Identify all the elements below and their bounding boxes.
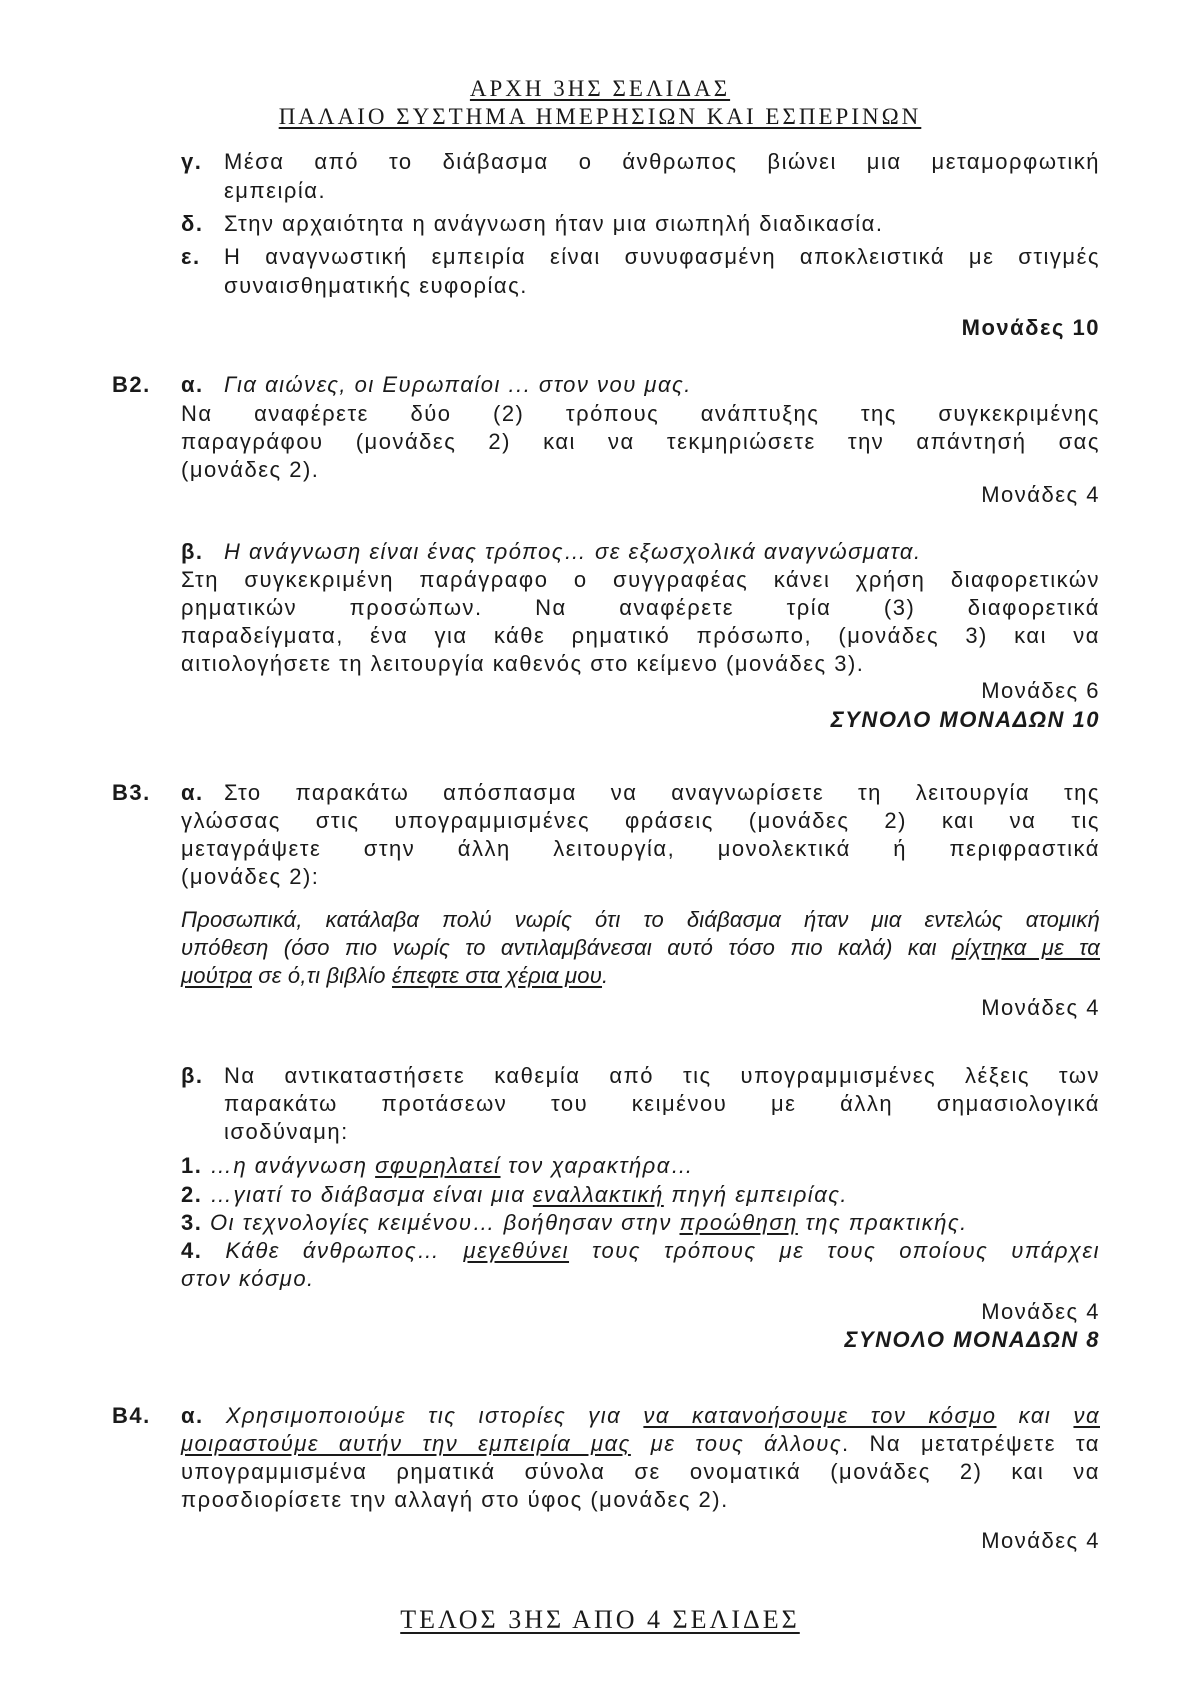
b3-excerpt-line3: μούτρα σε ό,τι βιβλίο έπεφτε στα χέρια μου.: [181, 963, 609, 988]
b3-a-points: Μονάδες 4: [981, 995, 1100, 1020]
question-label-b2: Β2.: [112, 372, 151, 397]
b2-a-points: Μονάδες 4: [981, 482, 1100, 507]
b2-b-quote: Η ανάγνωση είναι ένας τρόπος… σε εξωσχολικά αναγνώσματα.: [224, 539, 922, 564]
b4-a-line2: μοιραστούμε αυτήν την εμπειρία μας με τους άλλους. Να μετατρέψετε τα: [181, 1431, 1100, 1456]
item-g-line1: Μέσα από το διάβασμα ο άνθρωπος βιώνει μια μεταμορφωτική: [224, 149, 1100, 174]
b3-list-item-3: 3. Οι τεχνολογίες κειμένου… βοήθησαν στην προώθηση της πρακτικής.: [181, 1210, 968, 1235]
b3-a-line3: μεταγράψετε στην άλλη λειτουργία, μονολεκτικά ή περιφραστικά: [181, 836, 1100, 861]
b3-b-marker: β.: [181, 1063, 204, 1088]
b3-list-item-4: 4. Κάθε άνθρωπος… μεγεθύνει τους τρόπους με τους οποίους υπάρχει: [181, 1238, 1100, 1263]
b2-a-line1: Να αναφέρετε δύο (2) τρόπους ανάπτυξης της συγκεκριμένης: [181, 401, 1100, 426]
item-marker-e: ε.: [181, 244, 201, 269]
item-e-line2: συναισθηματικής ευφορίας.: [224, 273, 528, 298]
b3-total: ΣΥΝΟΛΟ ΜΟΝΑΔΩΝ 8: [844, 1327, 1100, 1352]
item-marker-g: γ.: [181, 149, 203, 174]
b2-b-line1: Στη συγκεκριμένη παράγραφο ο συγγραφέας κάνει χρήση διαφορετικών: [181, 567, 1100, 592]
b3-b-line1: Να αντικαταστήσετε καθεμία από τις υπογραμμισμένες λέξεις των: [224, 1063, 1100, 1088]
b4-a-line1: α. Χρησιμοποιούμε τις ιστορίες για να κατανοήσουμε τον κόσμο και να: [181, 1403, 1100, 1428]
b3-excerpt-line1: Προσωπικά, κατάλαβα πολύ νωρίς ότι το διάβασμα ήταν μια εντελώς ατομική: [181, 907, 1100, 932]
b2-total: ΣΥΝΟΛΟ ΜΟΝΑΔΩΝ 10: [830, 707, 1100, 732]
item-d-text: Στην αρχαιότητα η ανάγνωση ήταν μια σιωπηλή διαδικασία.: [224, 211, 884, 236]
page-header-line1: ΑΡΧΗ 3ΗΣ ΣΕΛΙΔΑΣ: [469, 76, 731, 101]
b4-a-line3: υπογραμμισμένα ρηματικά σύνολα σε ονοματικά (μονάδες 2) και να: [181, 1459, 1100, 1484]
question-label-b4: Β4.: [112, 1403, 151, 1428]
b3-b-points: Μονάδες 4: [981, 1299, 1100, 1324]
b4-points: Μονάδες 4: [981, 1528, 1100, 1553]
b3-list-item-1: 1. …η ανάγνωση σφυρηλατεί τον χαρακτήρα…: [181, 1153, 695, 1178]
b2-a-quote: Για αιώνες, οι Ευρωπαίοι ... στον νου μας.: [224, 372, 692, 397]
b3-a-marker: α.: [181, 780, 204, 805]
b2-b-line2: ρηματικών προσώπων. Να αναφέρετε τρία (3) διαφορετικά: [181, 595, 1100, 620]
b3-list-item-2: 2. …γιατί το διάβασμα είναι μια εναλλακτική πηγή εμπειρίας.: [181, 1182, 849, 1207]
b2-b-line4: αιτιολογήσετε τη λειτουργία καθενός στο κείμενο (μονάδες 3).: [181, 651, 865, 676]
item-g-line2: εμπειρία.: [224, 178, 327, 203]
question-label-b3: Β3.: [112, 780, 151, 805]
b3-a-line2: γλώσσας στις υπογραμμισμένες φράσεις (μονάδες 2) και να τις: [181, 808, 1100, 833]
b2-b-line3: παραδείγματα, ένα για κάθε ρηματικό πρόσωπο, (μονάδες 3) και να: [181, 623, 1100, 648]
b3-a-line4: (μονάδες 2):: [181, 864, 320, 889]
b3-b-line3: ισοδύναμη:: [224, 1119, 349, 1144]
b4-a-line4: προσδιορίσετε την αλλαγή στο ύφος (μονάδες 2).: [181, 1487, 729, 1512]
b2-a-marker: α.: [181, 372, 204, 397]
page-footer: ΤΕΛΟΣ 3ΗΣ ΑΠΟ 4 ΣΕΛΙΔΕΣ: [400, 1605, 800, 1634]
b3-a-line1: Στο παρακάτω απόσπασμα να αναγνωρίσετε τη λειτουργία της: [224, 780, 1100, 805]
b3-b-line2: παρακάτω προτάσεων του κειμένου με άλλη σημασιολογικά: [224, 1091, 1100, 1116]
b2-a-line3: (μονάδες 2).: [181, 457, 320, 482]
b3-list-item-4-line2: στον κόσμο.: [181, 1266, 315, 1291]
b2-b-marker: β.: [181, 539, 204, 564]
b2-b-points: Μονάδες 6: [981, 678, 1100, 703]
b3-excerpt-line2: υπόθεση (όσο πιο νωρίς το αντιλαμβάνεσαι αυτό τόσο πιο καλά) και ρίχτηκα με τα: [181, 935, 1100, 960]
page-header-line2: ΠΑΛΑΙΟ ΣΥΣΤΗΜΑ ΗΜΕΡΗΣΙΩΝ ΚΑΙ ΕΣΠΕΡΙΝΩΝ: [278, 104, 922, 129]
item-e-line1: Η αναγνωστική εμπειρία είναι συνυφασμένη αποκλειστικά με στιγμές: [224, 244, 1100, 269]
b1-points: Μονάδες 10: [961, 315, 1100, 340]
b2-a-line2: παραγράφου (μονάδες 2) και να τεκμηριώσετε την απάντησή σας: [181, 429, 1100, 454]
item-marker-d: δ.: [181, 211, 204, 236]
